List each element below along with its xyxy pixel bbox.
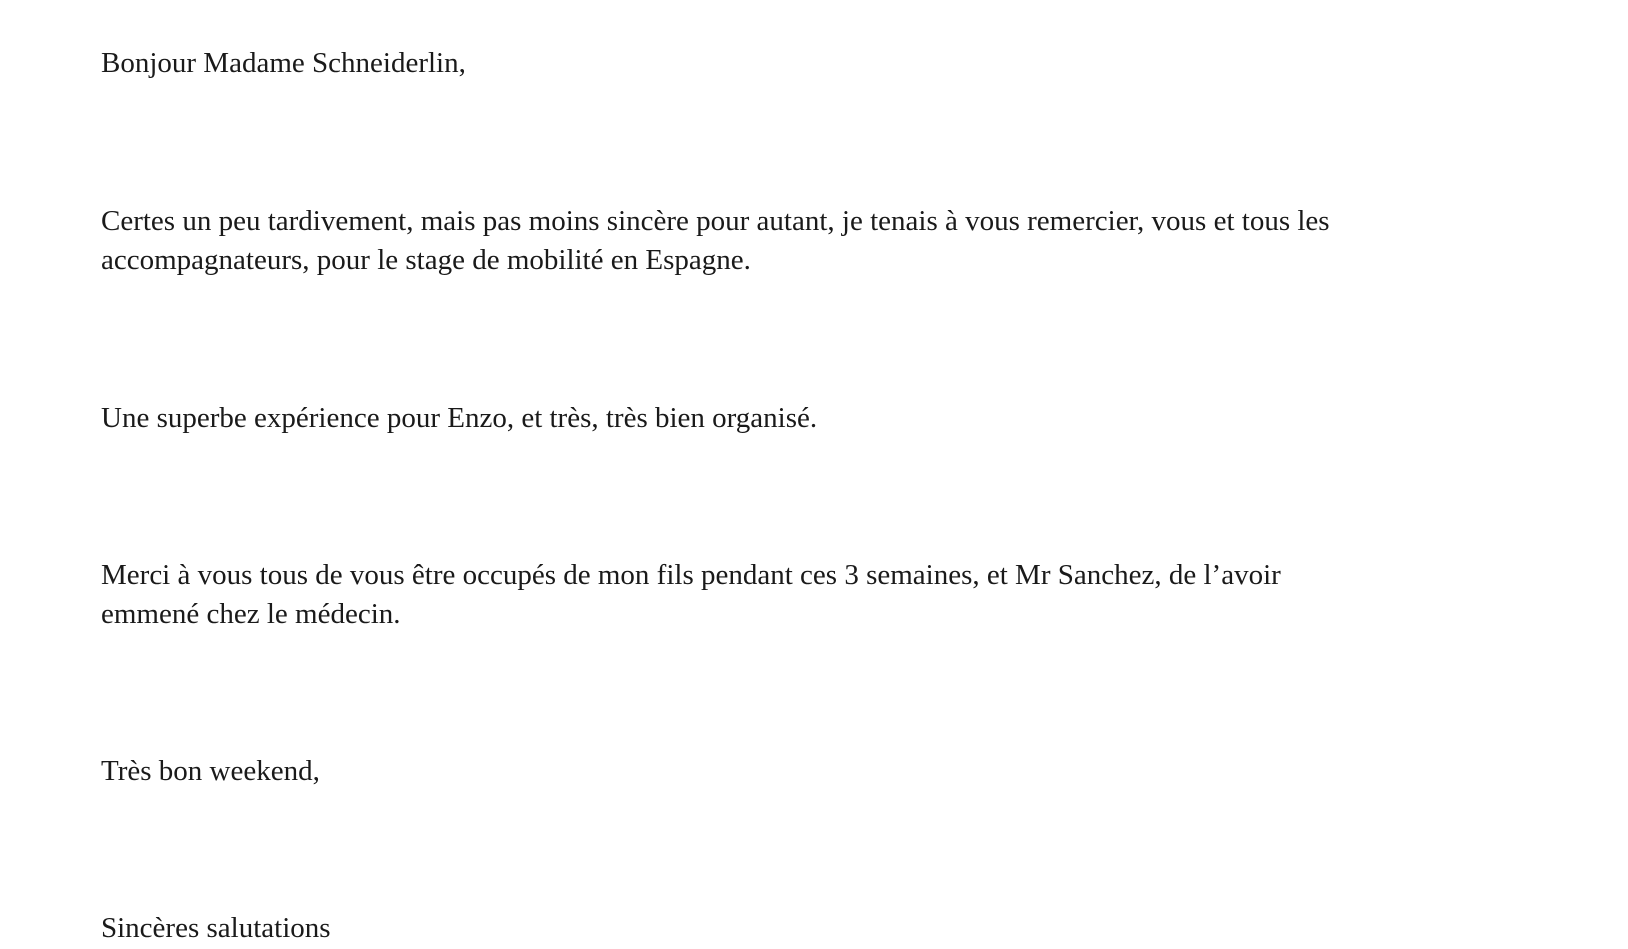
greeting: Bonjour Madame Schneiderlin, [101, 47, 466, 79]
paragraph-merci-line-2: emmené chez le médecin. [101, 598, 401, 630]
paragraph-thanks [101, 202, 1561, 280]
paragraph-merci-line-1: Merci à vous tous de vous être occupés de mon fils pendant ces 3 semaines, et Mr Sanchez, de l’avoir [101, 559, 1281, 591]
paragraph-merci [101, 556, 1561, 634]
paragraph-thanks-line-1: Certes un peu tardivement, mais pas moins sincère pour autant, je tenais à vous remercier, vous et tous les [101, 205, 1330, 237]
paragraph-thanks-line-2: accompagnateurs, pour le stage de mobilité en Espagne. [101, 244, 751, 276]
paragraph-experience: Une superbe expérience pour Enzo, et très, très bien organisé. [101, 402, 818, 434]
closing-wish: Très bon weekend, [101, 755, 320, 787]
signoff: Sincères salutations [101, 912, 331, 944]
